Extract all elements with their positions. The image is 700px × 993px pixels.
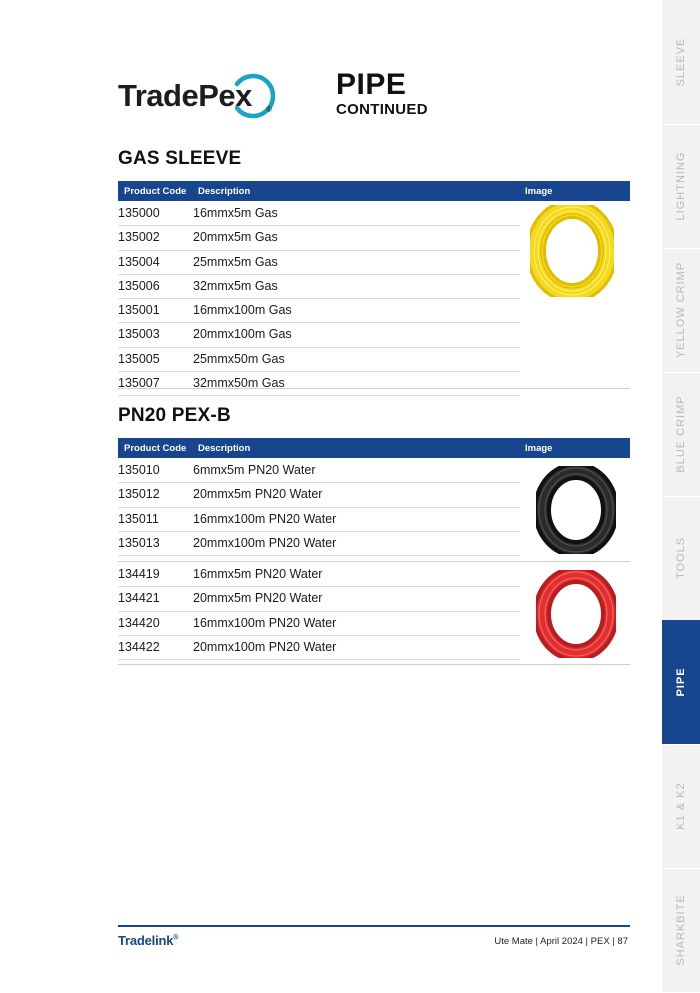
product-code: 135000 bbox=[118, 206, 160, 220]
product-description: 32mmx5m Gas bbox=[193, 278, 278, 293]
sidebar-tab-label: SHARKBITE bbox=[675, 894, 687, 966]
column-header-image: Image bbox=[525, 443, 553, 454]
product-description: 16mmx5m PN20 Water bbox=[193, 567, 323, 581]
product-description: 32mmx50m Gas bbox=[193, 376, 285, 391]
table-header-gas-sleeve bbox=[118, 181, 630, 201]
table-row bbox=[118, 636, 520, 660]
table-row bbox=[118, 275, 520, 299]
logo-ring-icon bbox=[229, 72, 277, 120]
section-divider bbox=[118, 664, 630, 665]
sidebar-tab-label: LIGHTNING bbox=[675, 151, 687, 221]
product-code: 135010 bbox=[118, 463, 160, 477]
table-row bbox=[118, 299, 520, 323]
sidebar-tab-label: SLEEVE bbox=[675, 37, 687, 87]
pn20-black-rows bbox=[118, 459, 520, 556]
product-code: 135011 bbox=[118, 511, 159, 526]
sidebar-tab-label: TOOLS bbox=[675, 536, 687, 580]
product-code: 135004 bbox=[118, 254, 160, 269]
product-description: 25mmx5m Gas bbox=[193, 254, 278, 269]
product-code: 135001 bbox=[118, 303, 160, 318]
page-subtitle: CONTINUED bbox=[336, 101, 428, 118]
footer-rule bbox=[118, 925, 630, 927]
column-header-image: Image bbox=[525, 186, 553, 197]
table-row bbox=[118, 483, 520, 507]
sidebar-tab-blue-crimp[interactable] bbox=[662, 372, 700, 497]
product-description: 20mmx100m PN20 Water bbox=[193, 639, 337, 654]
sidebar-tab-pipe[interactable] bbox=[662, 620, 700, 745]
product-description: 20mmx100m Gas bbox=[193, 327, 292, 342]
product-description: 16mmx100m Gas bbox=[193, 303, 292, 318]
pn20-red-rows bbox=[118, 563, 520, 660]
table-row bbox=[118, 226, 520, 250]
column-header-description: Description bbox=[198, 186, 251, 197]
product-code: 134421 bbox=[118, 591, 160, 606]
table-row bbox=[118, 508, 520, 532]
footer-brand: Tradelink bbox=[118, 933, 174, 948]
tradepex-logo bbox=[118, 72, 278, 122]
product-code: 134419 bbox=[118, 567, 160, 581]
table-row bbox=[118, 612, 520, 636]
logo-wordmark: TradePex bbox=[118, 78, 252, 113]
page-title: PIPE bbox=[336, 68, 407, 101]
product-description: 20mmx5m PN20 Water bbox=[193, 487, 323, 502]
column-header-code: Product Code bbox=[124, 186, 187, 197]
sidebar-tab-sleeve[interactable] bbox=[662, 0, 700, 125]
table-row bbox=[118, 348, 520, 372]
section-title-pn20-pex-b: PN20 PEX-B bbox=[118, 405, 231, 426]
sidebar-tab-tools[interactable] bbox=[662, 496, 700, 621]
product-description: 6mmx5m PN20 Water bbox=[193, 463, 316, 477]
table-row bbox=[118, 251, 520, 275]
table-row bbox=[118, 323, 520, 347]
product-description: 20mmx5m PN20 Water bbox=[193, 591, 323, 606]
table-row bbox=[118, 532, 520, 556]
column-header-description: Description bbox=[198, 443, 251, 454]
sidebar-tab-k1-k2[interactable] bbox=[662, 744, 700, 869]
product-code: 135013 bbox=[118, 535, 160, 550]
tradelink-logo bbox=[118, 933, 178, 948]
sidebar-tab-label: PIPE bbox=[675, 667, 687, 697]
sidebar-tab-yellow-crimp[interactable] bbox=[662, 248, 700, 373]
gas-sleeve-rows bbox=[118, 202, 520, 396]
yellow-coil-image bbox=[530, 205, 614, 297]
product-code: 135003 bbox=[118, 327, 160, 342]
product-code: 135002 bbox=[118, 230, 160, 245]
group-divider bbox=[118, 561, 630, 562]
section-title-gas-sleeve: GAS SLEEVE bbox=[118, 148, 242, 169]
registered-mark: ® bbox=[266, 105, 272, 114]
table-row bbox=[118, 202, 520, 226]
table-row bbox=[118, 372, 520, 396]
table-row bbox=[118, 587, 520, 611]
sidebar-tab-label: K1 & K2 bbox=[675, 782, 687, 830]
section-divider bbox=[118, 388, 630, 389]
red-coil-image bbox=[536, 570, 616, 658]
sidebar-tab-sharkbite[interactable] bbox=[662, 868, 700, 993]
product-description: 16mmx100m PN20 Water bbox=[193, 615, 337, 630]
product-code: 134420 bbox=[118, 615, 160, 630]
section-sidebar bbox=[662, 0, 700, 993]
product-code: 135012 bbox=[118, 487, 160, 502]
black-coil-image bbox=[536, 466, 616, 554]
product-description: 16mmx5m Gas bbox=[193, 206, 278, 220]
sidebar-tab-label: BLUE CRIMP bbox=[675, 395, 687, 473]
footer-registered-mark: ® bbox=[173, 934, 179, 942]
product-description: 16mmx100m PN20 Water bbox=[193, 511, 337, 526]
table-row bbox=[118, 459, 520, 483]
product-code: 134422 bbox=[118, 639, 160, 654]
sidebar-tab-label: YELLOW CRIMP bbox=[675, 261, 687, 359]
column-header-code: Product Code bbox=[124, 443, 187, 454]
product-code: 135006 bbox=[118, 278, 160, 293]
sidebar-tab-lightning[interactable] bbox=[662, 124, 700, 249]
table-header-pn20 bbox=[118, 438, 630, 458]
table-row bbox=[118, 563, 520, 587]
product-description: 20mmx5m Gas bbox=[193, 230, 278, 245]
footer-info: Ute Mate | April 2024 | PEX | 87 bbox=[494, 936, 628, 947]
product-description: 25mmx50m Gas bbox=[193, 351, 285, 366]
product-description: 20mmx100m PN20 Water bbox=[193, 535, 337, 550]
product-code: 135005 bbox=[118, 351, 160, 366]
product-code: 135007 bbox=[118, 376, 160, 391]
